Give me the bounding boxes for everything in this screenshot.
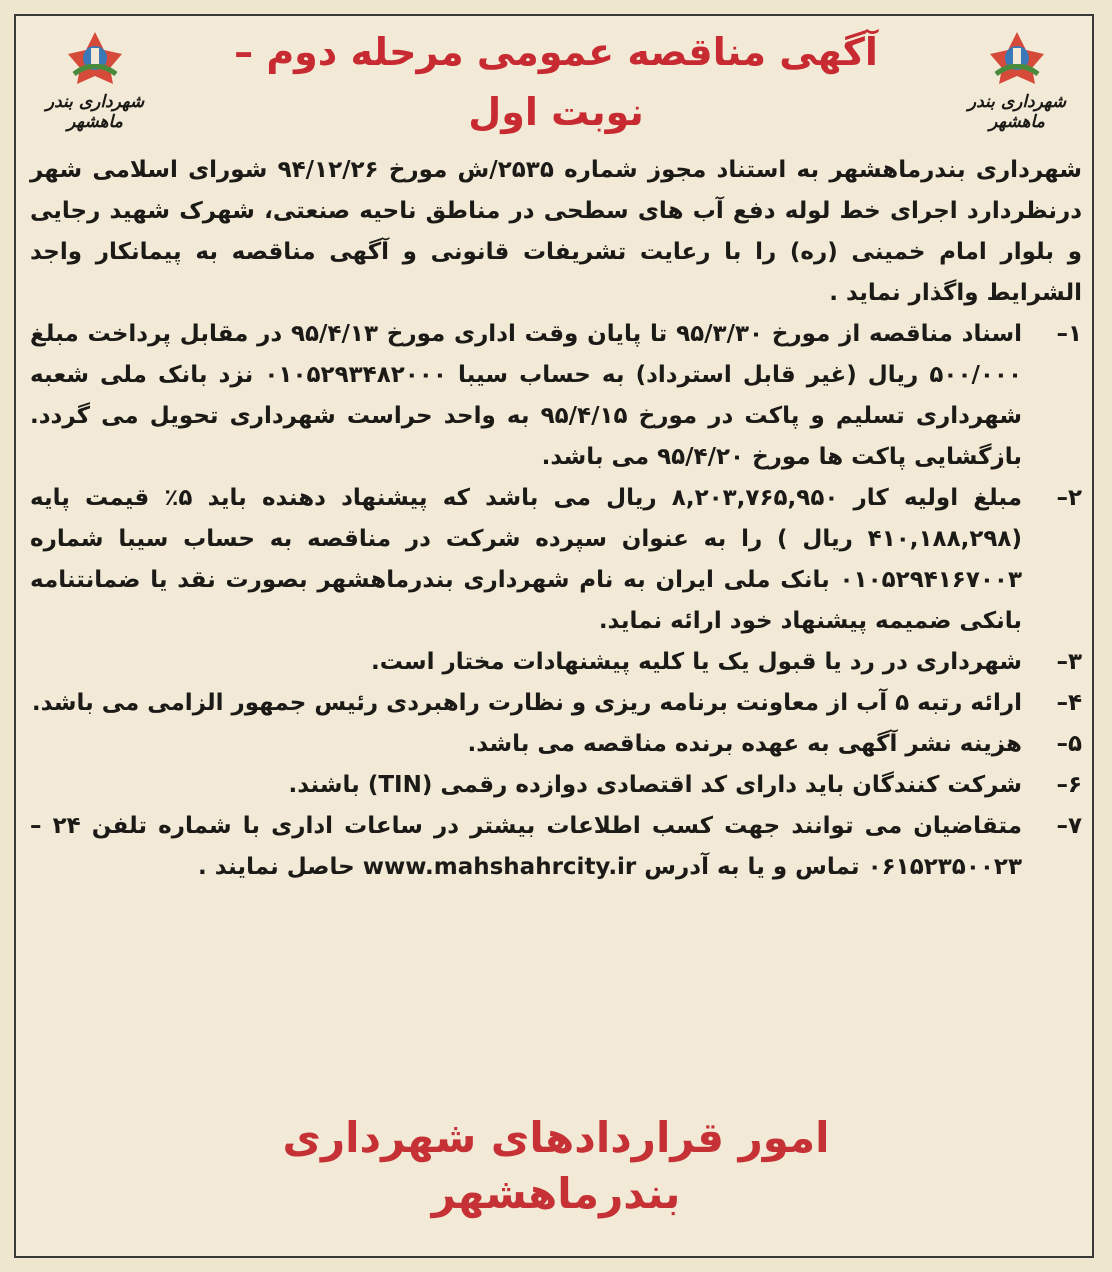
clause-text: شهرداری در رد یا قبول یک یا کلیه پیشنهادات مختار است. xyxy=(370,649,1022,675)
clause-item xyxy=(30,478,1082,642)
clause-item xyxy=(30,642,1082,683)
clause-text: اسناد مناقصه از مورخ ۹۵/۳/۳۰ تا پایان وقت اداری مورخ ۹۵/۴/۱۳ در مقابل پرداخت مبلغ ۵۰۰/۰۰۰ ریال (غیر قابل استرداد) به حساب سیبا ۰۱۰۵۲۹۳۴۸۲۰۰۰ نزد بانک ملی شعبه شهرداری تسلیم و پاکت در مورخ ۹۵/۴/۱۵ به واحد حراست شهرداری تحویل می گردد. بازگشایی پاکت ها مورخ ۹۵/۴/۲۰ می باشد. xyxy=(30,321,1023,470)
clause-number: ۶– xyxy=(1056,772,1082,798)
clause-number: ۱– xyxy=(1056,321,1082,347)
municipality-logo-left xyxy=(20,28,170,138)
clause-item xyxy=(30,806,1082,888)
clause-text: مبلغ اولیه کار ۸,۲۰۳,۷۶۵,۹۵۰ ریال می باشد که پیشنهاد دهنده باید ۵٪ قیمت پایه (۴۱۰,۱۸۸,۲۹۸ ریال ) را به عنوان سپرده شرکت در مناقصه به حساب سیبا شماره ۰۱۰۵۲۹۴۱۶۷۰۰۳ بانک ملی ایران به نام شهرداری بندرماهشهر بصورت نقد یا ضمانتنامه بانکی ضمیمه پیشنهاد خود ارائه نماید. xyxy=(30,485,1022,634)
clause-text: متقاضیان می توانند جهت کسب اطلاعات بیشتر در ساعات اداری با شماره تلفن ۲۴ – ۰۶۱۵۲۳۵۰۰۲۳ تماس و یا به آدرس www.mahshahrcity.ir حاصل نمایند . xyxy=(30,813,1022,880)
clause-number: ۵– xyxy=(1056,731,1082,757)
clause-item xyxy=(30,724,1082,765)
clause-number: ۴– xyxy=(1056,690,1082,716)
logo-caption-right: شهرداری بندر ماهشهر xyxy=(967,92,1067,132)
clause-number: ۲– xyxy=(1056,485,1082,511)
clause-number: ۳– xyxy=(1056,649,1082,675)
clause-text: هزینه نشر آگهی به عهده برنده مناقصه می باشد. xyxy=(467,731,1022,757)
municipality-emblem-icon xyxy=(60,28,130,88)
municipality-emblem-icon xyxy=(982,28,1052,88)
footer-signature: امور قراردادهای شهرداری بندرماهشهر xyxy=(282,1113,830,1218)
clause-item xyxy=(30,765,1082,806)
clause-item xyxy=(30,683,1082,724)
clause-text: شرکت کنندگان باید دارای کد اقتصادی دوازده رقمی (TIN) باشند. xyxy=(288,772,1022,798)
notice-title: آگهی مناقصه عمومی مرحله دوم –نوبت اول xyxy=(234,30,878,134)
clause-text: ارائه رتبه ۵ آب از معاونت برنامه ریزی و نظارت راهبردی رئیس جمهور الزامی می باشد. xyxy=(31,690,1022,716)
notice-body xyxy=(30,150,1082,888)
clause-number: ۷– xyxy=(1056,813,1082,839)
municipality-logo-right xyxy=(942,28,1092,138)
logo-caption-left: شهرداری بندر ماهشهر xyxy=(45,92,145,132)
intro-paragraph: شهرداری بندرماهشهر به استناد مجوز شماره ۲۵۳۵/ش مورخ ۹۴/۱۲/۲۶ شورای اسلامی شهر درنظردارد اجرای خط لوله دفع آب های سطحی در مناطق ناحیه صنعتی، شهرک شهید رجایی و بلوار امام خمینی (ره) را با رعایت تشریفات قانونی و آگهی مناقصه به پیمانکار واجد الشرایط واگذار نماید . xyxy=(30,157,1082,306)
clause-item xyxy=(30,314,1082,478)
